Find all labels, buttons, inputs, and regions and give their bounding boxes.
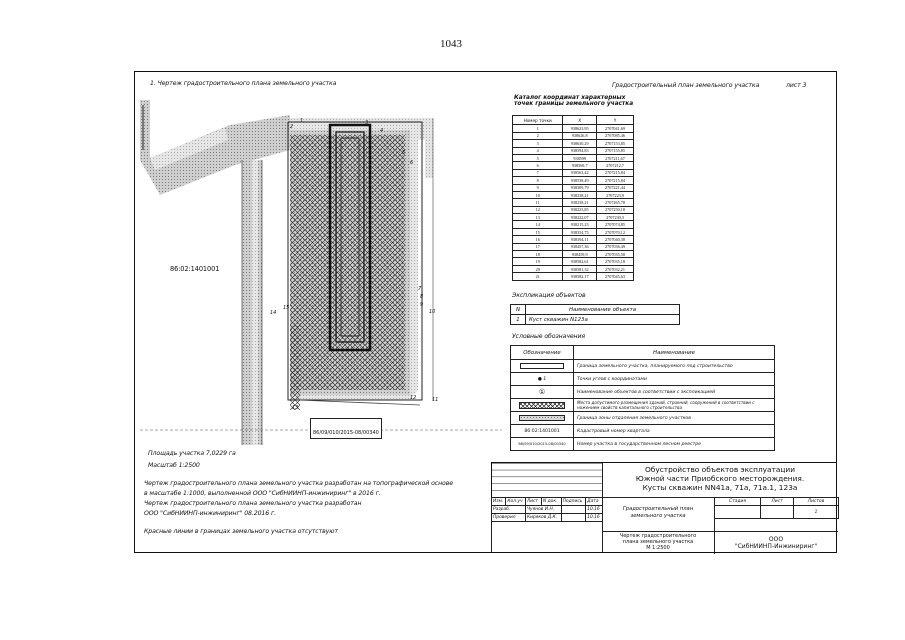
coords-y-cell: 2707230,3	[596, 214, 633, 221]
sheet-value-cell	[761, 506, 794, 519]
coords-point-cell: 6	[513, 162, 563, 169]
stamp-col-izm: Изм.	[492, 498, 506, 506]
project-title-line2: Южной части Приобского месторождения.	[635, 474, 805, 483]
scale-note: Масштаб 1:2500	[148, 462, 200, 469]
stamp-col-date: Дата	[586, 498, 603, 506]
coords-title	[514, 95, 633, 107]
stamp-col-list: Лист	[525, 498, 541, 506]
coords-row	[513, 273, 634, 280]
point-label-12: 12	[410, 395, 417, 401]
coords-x-cell: 938354,75	[563, 228, 597, 235]
legend-text: Точки углов с координатами	[574, 373, 775, 386]
registry-number-box	[310, 418, 382, 439]
coords-header-point: Номер точки	[513, 116, 563, 125]
registry-number: 86/09/010/2015-08/00340	[313, 430, 379, 436]
legend-symbol-object: ①	[511, 386, 574, 399]
coords-y-cell: 2707085,46	[596, 132, 633, 139]
revision-grid	[492, 463, 603, 497]
coords-x-cell: 938459,9	[563, 251, 597, 258]
legend-symbol-point: ● 1	[511, 373, 574, 386]
coords-row	[513, 265, 634, 272]
stamp-blank	[492, 522, 603, 553]
coords-row	[513, 125, 634, 132]
coords-point-cell: 17	[513, 243, 563, 250]
coords-x-cell: 938215,23	[563, 221, 597, 228]
coords-x-cell: 938582,61	[563, 258, 597, 265]
drawing-name-line1: Чертеж градостроительного	[619, 533, 697, 539]
coords-point-cell: 21	[513, 273, 563, 280]
red-lines-note: Красные линии в границах земельного участка отсутствуют	[144, 528, 338, 535]
point-label-6: 6	[410, 160, 414, 166]
point-label-13: 13	[292, 405, 299, 411]
point-label-15: 15	[283, 305, 290, 311]
legend-symbol-cadastral: 86:02:1401001	[511, 425, 574, 438]
coords-x-cell: 938594,83	[563, 147, 597, 154]
coords-point-cell: 20	[513, 265, 563, 272]
coords-x-cell: 938569,7	[563, 162, 597, 169]
project-title-line3: Кусты скважин NN41а, 71а, 71а.1, 123а	[642, 483, 798, 492]
coords-row	[513, 221, 634, 228]
coords-point-cell: 9	[513, 184, 563, 191]
boundary-symbol	[520, 363, 564, 369]
coords-x-cell: 938581,32	[563, 265, 597, 272]
legend-text: Граница зоны отдаления земельного участков	[574, 412, 775, 425]
coords-point-cell: 16	[513, 236, 563, 243]
project-title	[604, 465, 836, 492]
drawing-name	[604, 533, 712, 551]
coords-row	[513, 177, 634, 184]
area-note: Площадь участка 7,0229 га	[148, 450, 236, 457]
stamp-columns	[491, 497, 603, 552]
legend-symbol-zone	[511, 412, 574, 425]
point-label-14: 14	[270, 310, 277, 316]
zone-symbol	[519, 415, 565, 421]
stage-value	[715, 506, 761, 519]
coords-point-cell: 12	[513, 206, 563, 213]
stamp-name-developer: Чуянов И.Н.	[525, 506, 561, 514]
coords-y-cell: 2707215,84	[596, 169, 633, 176]
coords-y-cell: 2707211,67	[596, 154, 633, 161]
coords-y-cell: 2707045,63	[596, 273, 633, 280]
coords-row	[513, 228, 634, 235]
coords-x-cell: 938222,07	[563, 214, 597, 221]
coords-x-cell: 938563,42	[563, 169, 597, 176]
coords-y-cell: 2707221,44	[596, 184, 633, 191]
sheet-label: лист 3	[786, 82, 807, 89]
coords-row	[513, 243, 634, 250]
point-label-9: 9	[420, 302, 424, 308]
coords-x-cell: 938457,36	[563, 243, 597, 250]
legend-symbol-boundary	[511, 360, 574, 373]
coords-x-cell: 938582,17	[563, 273, 597, 280]
coords-title-line1: Каталог координат характерных	[514, 95, 626, 101]
doc-title	[604, 506, 712, 519]
coords-row	[513, 147, 634, 154]
project-title-line1: Обустройство объектов эксплуатации	[644, 465, 796, 474]
header-right-title: Градостроительный план земельного участка	[612, 82, 760, 89]
note-para1-line1: Чертеж градостроительного плана земельного участка разработан на топографической основе	[144, 480, 453, 487]
coords-y-cell: 2707035,18	[596, 258, 633, 265]
point-label-7: 7	[418, 286, 422, 292]
drawing-name-line2: плана земельного участка	[622, 539, 694, 545]
legend-header-name: Наименование	[574, 346, 775, 360]
legend-header-symbol: Обозначение	[511, 346, 574, 360]
stamp-role-checker: Проверил	[492, 514, 526, 522]
legend-symbol-registry: 86/09/010/2015-08/00340	[511, 438, 574, 451]
coords-point-cell: 4	[513, 147, 563, 154]
point-label-1: 1	[300, 118, 304, 124]
point-label-5: 5	[402, 150, 406, 156]
stamp-col-ndok: N док.	[541, 498, 561, 506]
sheet-info	[714, 497, 839, 519]
coords-y-cell: 2707223,9	[596, 191, 633, 198]
coords-point-cell: 11	[513, 199, 563, 206]
coords-row	[513, 154, 634, 161]
point-label-8: 8	[420, 294, 424, 300]
drawing-title: 1. Чертеж градостроительного плана земельного участка	[150, 80, 337, 87]
legend-table	[510, 345, 775, 451]
stamp-sign-developer	[561, 506, 586, 514]
sheets-value: 1	[793, 506, 838, 519]
coords-y-cell: 2707155,85	[596, 147, 633, 154]
coords-table	[512, 115, 634, 281]
legend-text: Номер участка в государственном лесном реестре	[574, 438, 775, 451]
coords-row	[513, 251, 634, 258]
explication-header-name: Наименование объекта	[526, 305, 680, 315]
stamp-date-developer: 10.16	[586, 506, 603, 514]
hatch-symbol	[519, 402, 565, 409]
point-label-2: 2	[290, 124, 294, 130]
explication-row-name: Куст скважин N123а	[526, 315, 680, 325]
road-band	[140, 100, 290, 195]
coords-row	[513, 214, 634, 221]
explication-table	[510, 304, 680, 325]
coords-x-cell: 938630,29	[563, 140, 597, 147]
coords-row	[513, 169, 634, 176]
sheet-label-stamp: Лист	[761, 498, 794, 506]
stamp-role-developer: Разраб.	[492, 506, 526, 514]
legend-text: Кадастровый номер квартала	[574, 425, 775, 438]
doc-title-line1: Градостроительный план	[622, 506, 694, 512]
coords-point-cell: 1	[513, 125, 563, 132]
stamp-col-sign: Подпись	[561, 498, 586, 506]
coords-x-cell: 938309,79	[563, 184, 597, 191]
explication-title: Экспликация объектов	[512, 292, 586, 299]
stamp-sign-checker	[561, 514, 586, 522]
coords-y-cell: 2707074,85	[596, 221, 633, 228]
coords-point-cell: 3	[513, 140, 563, 147]
coords-point-cell: 8	[513, 177, 563, 184]
site-plan-map	[140, 100, 502, 445]
coords-row	[513, 140, 634, 147]
title-block	[491, 462, 837, 553]
stamp-divider	[602, 531, 838, 532]
coords-y-cell: 2707035,58	[596, 251, 633, 258]
note-para1-line2: в масштабе 1:1000, выполненной ООО "СибНИИНП-инжиниринг" в 2016 г.	[144, 490, 381, 497]
point-label-11: 11	[432, 397, 439, 403]
coords-point-cell: 15	[513, 228, 563, 235]
coords-point-cell: 7	[513, 169, 563, 176]
coords-point-cell: 10	[513, 191, 563, 198]
explication-header-n: N	[511, 305, 526, 315]
coords-point-cell: 19	[513, 258, 563, 265]
legend-text: Граница земельного участка, планируемого под строительство	[574, 360, 775, 373]
coords-point-cell: 18	[513, 251, 563, 258]
legend-symbol-hatch	[511, 399, 574, 412]
doc-title-line2: земельного участка	[630, 512, 686, 519]
coords-row	[513, 199, 634, 206]
coords-y-cell: 2707153,85	[596, 140, 633, 147]
coords-point-cell: 13	[513, 214, 563, 221]
coords-header-y: Y	[596, 116, 633, 125]
coords-y-cell: 2707215,84	[596, 177, 633, 184]
explication-row-n: 1	[511, 315, 526, 325]
coords-y-cell: 2707265,78	[596, 199, 633, 206]
coords-x-cell: 938623,95	[563, 125, 597, 132]
coords-x-cell: 938238,21	[563, 199, 597, 206]
page-number: 1043	[440, 38, 462, 50]
coords-point-cell: 14	[513, 221, 563, 228]
coords-x-cell: 938599	[563, 154, 597, 161]
organization-line2: "СибНИИНП-Инжиниринг"	[734, 543, 818, 550]
coords-x-cell: 938238,21	[563, 191, 597, 198]
coords-x-cell: 938223,85	[563, 206, 597, 213]
coords-y-cell: 2707250,18	[596, 206, 633, 213]
coords-point-cell: 5	[513, 154, 563, 161]
coords-x-cell: 938394,11	[563, 236, 597, 243]
point-label-4: 4	[380, 128, 384, 134]
note-para2-line2: ООО "СибНИИНП-инжиниринг" 08.2016 г.	[144, 510, 276, 517]
stamp-date-checker: 10.16	[586, 514, 603, 522]
coords-row	[513, 191, 634, 198]
coords-y-cell: 2707041,69	[596, 125, 633, 132]
organization	[716, 536, 836, 550]
coords-y-cell: 2707212,7	[596, 162, 633, 169]
stamp-name-checker: Киряков Д.К.	[525, 514, 561, 522]
coords-row	[513, 162, 634, 169]
point-label-10: 10	[429, 309, 436, 315]
coords-x-cell: 938626,8	[563, 132, 597, 139]
coords-y-cell: 2707070,12	[596, 228, 633, 235]
coords-row	[513, 236, 634, 243]
coords-point-cell: 2	[513, 132, 563, 139]
coords-y-cell: 2707032,21	[596, 265, 633, 272]
stage-label: Стадия	[715, 498, 761, 506]
cadastral-block-label: 86:02:1401001	[170, 265, 220, 273]
coords-header-x: X	[563, 116, 597, 125]
coords-row	[513, 258, 634, 265]
coords-row	[513, 132, 634, 139]
note-para2-line1: Чертеж градостроительного плана земельного участка разработан	[144, 500, 362, 507]
coords-row	[513, 206, 634, 213]
coords-title-line2: точек границы земельного участка	[514, 101, 634, 107]
buildable-zone	[290, 135, 405, 390]
legend-text: Места допустимого размещения зданий, строений, сооружений в соответствии с ножением свойств капитального строительства	[574, 399, 775, 412]
coords-x-cell: 938538,49	[563, 177, 597, 184]
organization-line1: ООО	[768, 536, 784, 543]
drawing-name-line3: М 1:2500	[646, 545, 670, 551]
coords-y-cell: 2707040,38	[596, 236, 633, 243]
legend-title: Условные обозначения	[512, 333, 586, 340]
point-label-3: 3	[365, 120, 369, 126]
coords-row	[513, 184, 634, 191]
legend-text: Наименование объектов в соответствии с экспликацией	[574, 386, 775, 399]
stamp-col-kol: Кол.уч	[506, 498, 526, 506]
sheets-label: Листов	[793, 498, 838, 506]
coords-y-cell: 2707036,49	[596, 243, 633, 250]
